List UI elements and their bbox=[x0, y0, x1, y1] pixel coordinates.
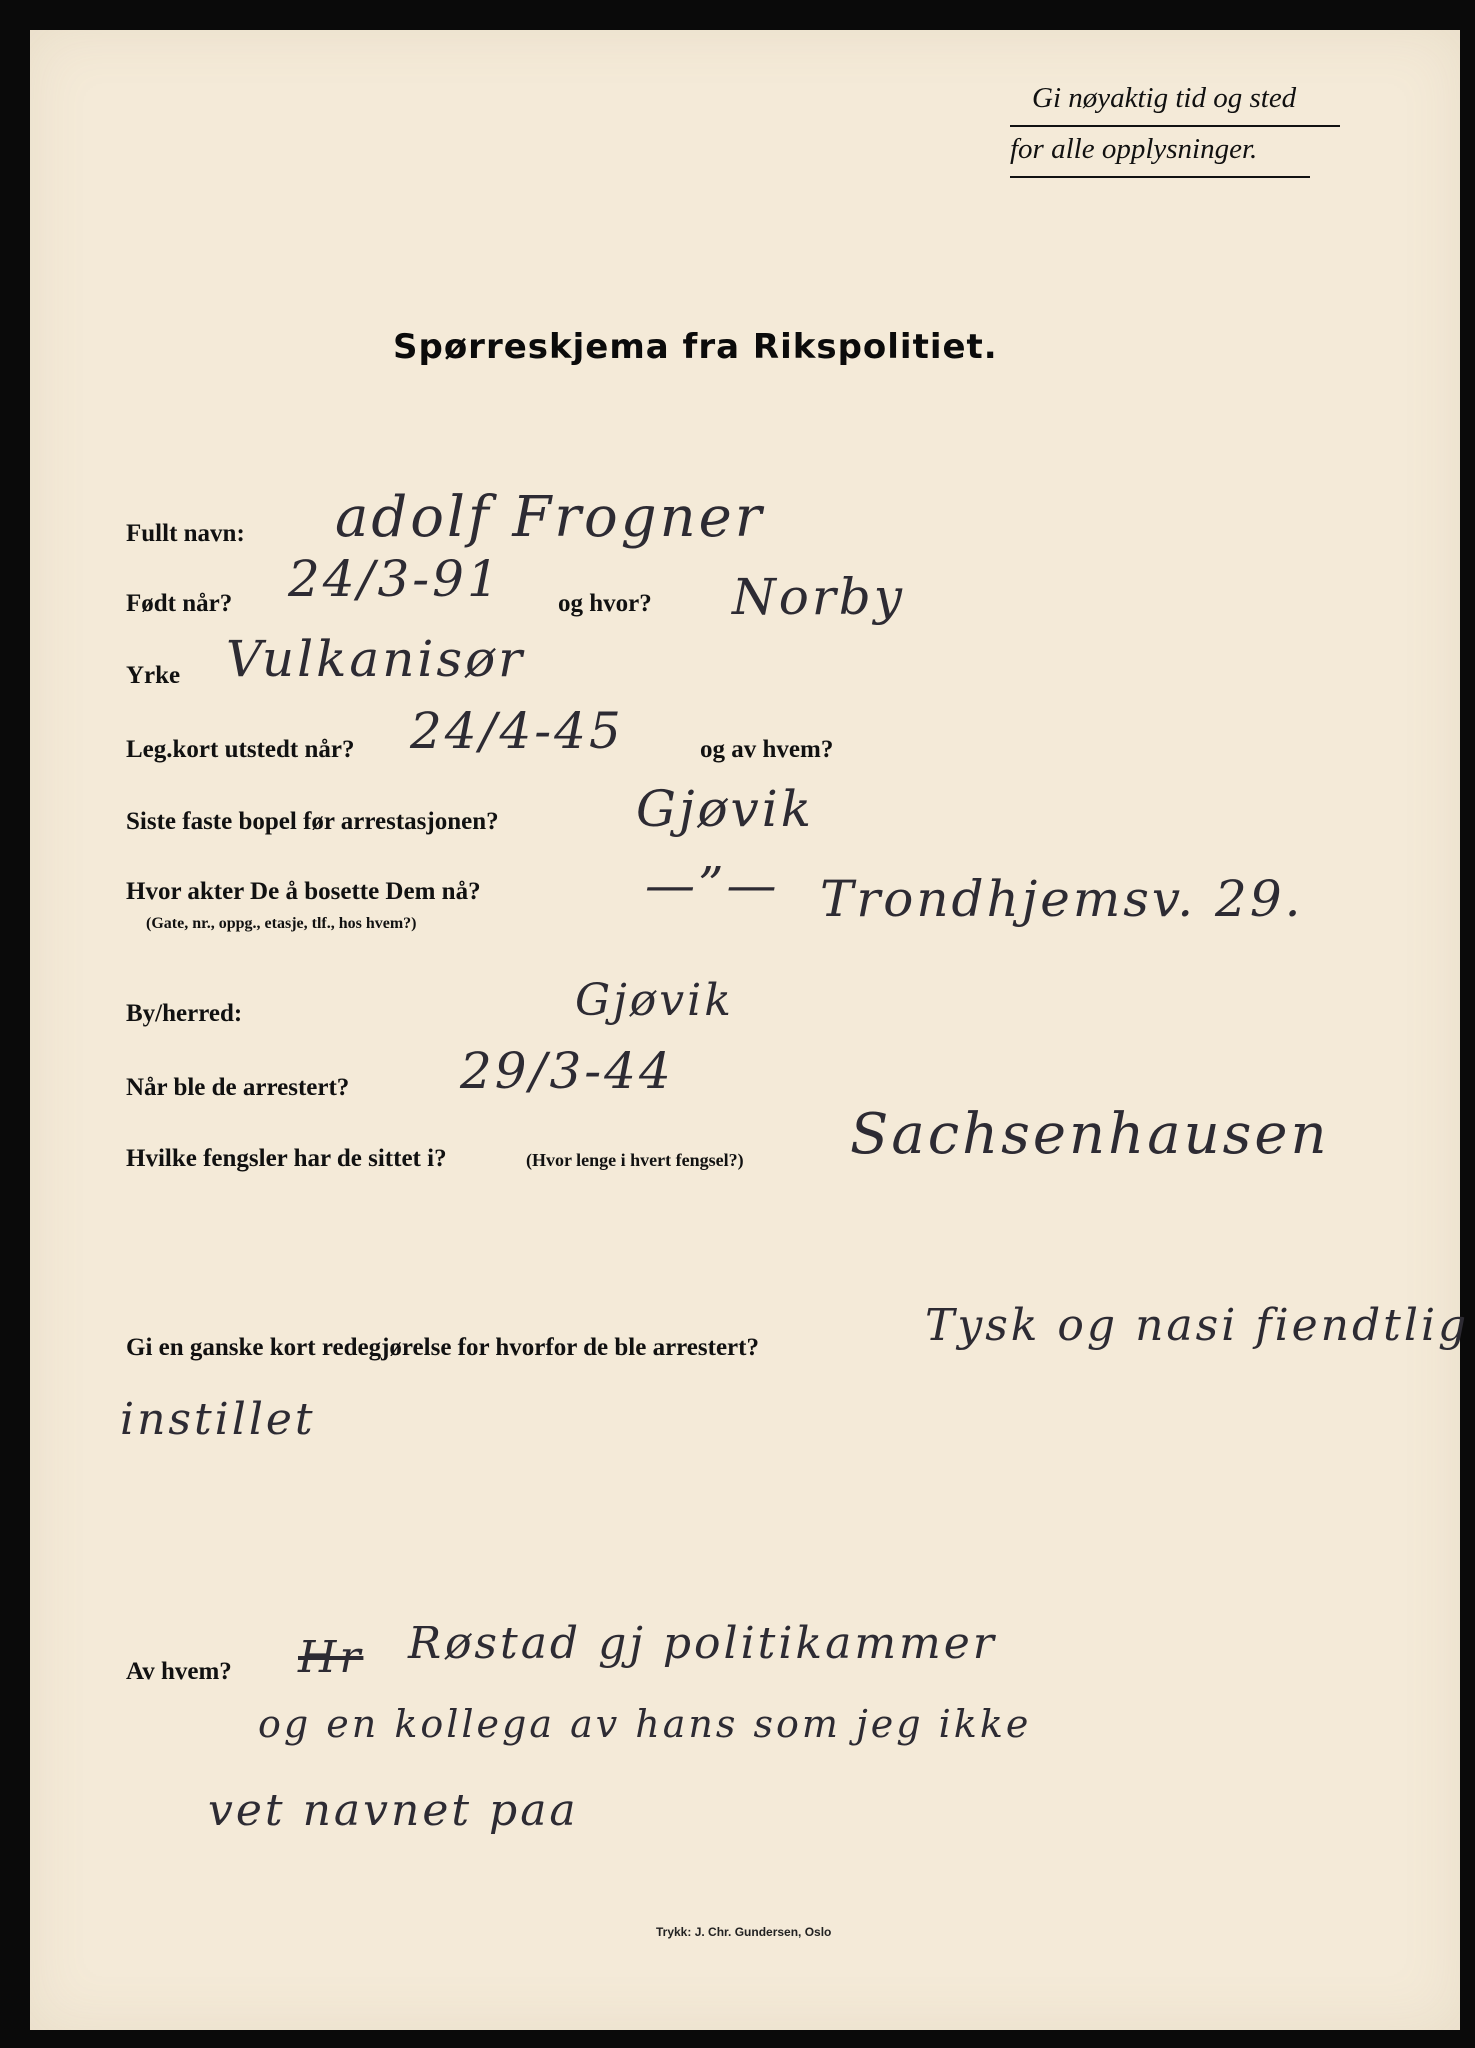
instruction-line-1: Gi nøyaktig tid og sted bbox=[1032, 82, 1297, 114]
future-residence-value: Trondhjemsv. 29. bbox=[820, 870, 1304, 928]
form-title: Spørreskjema fra Rikspolitiet. bbox=[393, 327, 998, 367]
full-name-label: Fullt navn: bbox=[126, 520, 245, 547]
instruction-underline bbox=[1010, 176, 1310, 178]
by-whom-value-line1: Røstad gj politikammer bbox=[408, 1618, 997, 1669]
last-residence-value: Gjøvik bbox=[636, 780, 815, 838]
questionnaire-form bbox=[30, 30, 1470, 2030]
id-issued-when-value: 24/4-45 bbox=[410, 702, 624, 760]
printer-imprint: Trykk: J. Chr. Gundersen, Oslo bbox=[656, 1925, 832, 1939]
born-when-label: Født når? bbox=[126, 590, 233, 617]
prisons-value: Sachsenhausen bbox=[850, 1102, 1330, 1167]
last-residence-label: Siste faste bopel før arrestasjonen? bbox=[126, 808, 499, 835]
arrested-when-label: Når ble de arrestert? bbox=[126, 1074, 350, 1101]
municipality-label: By/herred: bbox=[126, 1000, 243, 1027]
future-residence-label: Hvor akter De å bosette Dem nå? bbox=[126, 878, 481, 905]
future-residence-sublabel: (Gate, nr., oppg., etasje, tlf., hos hvem?) bbox=[146, 915, 417, 932]
occupation-value: Vulkanisør bbox=[226, 630, 526, 688]
id-issued-when-label: Leg.kort utstedt når? bbox=[126, 736, 355, 763]
born-where-value: Norby bbox=[732, 568, 906, 626]
by-whom-value-line3: vet navnet paa bbox=[208, 1785, 579, 1836]
by-whom-label: Av hvem? bbox=[126, 1658, 232, 1685]
occupation-label: Yrke bbox=[126, 662, 181, 689]
by-whom-struck-text: Hr bbox=[298, 1632, 364, 1683]
born-when-value: 24/3-91 bbox=[288, 550, 502, 608]
prisons-label: Hvilke fengsler har de sittet i? bbox=[126, 1145, 447, 1172]
prisons-sublabel: (Hvor lenge i hvert fengsel?) bbox=[526, 1150, 744, 1170]
full-name-value: adolf Frogner bbox=[335, 485, 765, 550]
municipality-value: Gjøvik bbox=[575, 975, 734, 1026]
instruction-divider bbox=[1010, 125, 1340, 127]
reason-value-line1: Tysk og nasi fiendtlig bbox=[925, 1300, 1470, 1351]
arrested-when-value: 29/3-44 bbox=[460, 1042, 674, 1100]
born-where-label: og hvor? bbox=[558, 590, 652, 617]
by-whom-value-line2: og en kollega av hans som jeg ikke bbox=[258, 1702, 1032, 1746]
id-issued-by-label: og av hvem? bbox=[700, 736, 834, 763]
future-residence-ditto: —”— bbox=[645, 856, 780, 914]
reason-value-line2: instillet bbox=[120, 1394, 316, 1445]
reason-label: Gi en ganske kort redegjørelse for hvorfor de ble arrestert? bbox=[126, 1334, 759, 1361]
instruction-line-2: for alle opplysninger. bbox=[1010, 133, 1258, 165]
